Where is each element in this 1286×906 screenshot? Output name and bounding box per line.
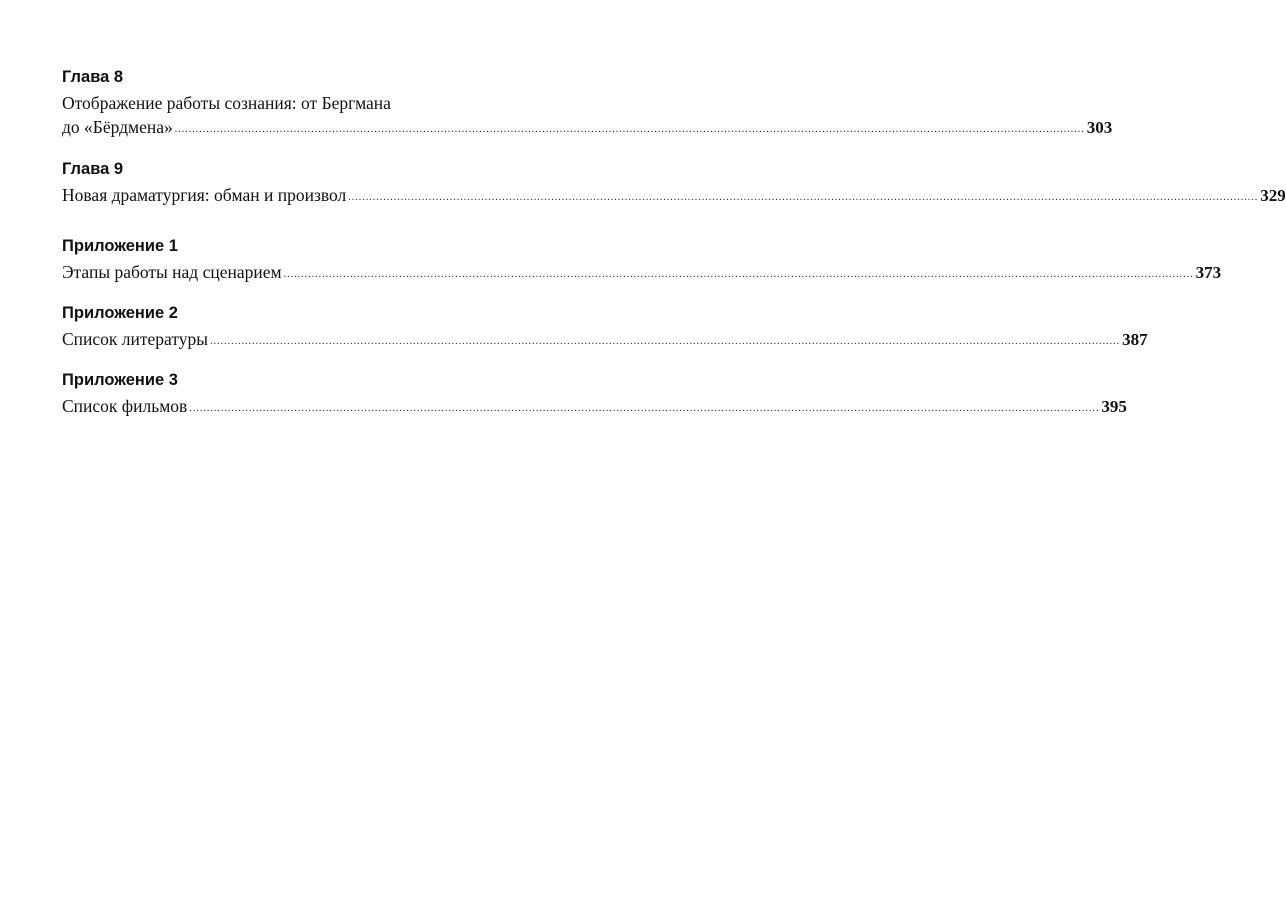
dot-leader: .................................................................................................................................................................................................................................................................... <box>210 336 1121 347</box>
table-of-contents <box>62 66 1286 418</box>
toc-page-number: 303 <box>1086 118 1113 137</box>
dot-leader: .................................................................................................................................................................................................................................................................... <box>189 403 1100 414</box>
toc-entry-title: Список фильмов <box>62 396 188 416</box>
toc-page-number: 373 <box>1195 263 1222 282</box>
toc-entry[interactable] <box>62 260 1222 284</box>
toc-heading: Приложение 3 <box>62 371 178 389</box>
dot-leader: .................................................................................................................................................................................................................................................................... <box>174 124 1085 135</box>
toc-entry[interactable] <box>62 183 1286 207</box>
toc-entry-title: Этапы работы над сценарием <box>62 262 282 282</box>
dot-leader: .................................................................................................................................................................................................................................................................... <box>348 192 1259 203</box>
toc-section-appendix-2 <box>62 302 1148 351</box>
toc-entry[interactable] <box>62 327 1148 351</box>
toc-entry[interactable] <box>62 394 1127 418</box>
toc-page-number: 387 <box>1122 330 1148 349</box>
toc-section-appendix-3 <box>62 369 1127 418</box>
toc-entry-title-line: Отображение работы сознания: от Бергмана <box>62 93 391 113</box>
toc-heading: Глава 9 <box>62 160 124 178</box>
dot-leader: .................................................................................................................................................................................................................................................................... <box>283 269 1194 280</box>
toc-section-chapter-8 <box>62 66 1113 139</box>
toc-entry[interactable] <box>62 115 1113 139</box>
toc-heading: Глава 8 <box>62 68 124 86</box>
toc-page-number: 395 <box>1101 397 1127 416</box>
toc-entry-title: Список литературы <box>62 329 209 349</box>
toc-heading: Приложение 2 <box>62 304 178 322</box>
toc-section-chapter-9 <box>62 158 1286 207</box>
toc-heading: Приложение 1 <box>62 237 178 255</box>
toc-page-number: 329 <box>1260 186 1286 205</box>
toc-entry-title: до «Бёрдмена» <box>62 117 173 137</box>
toc-section-appendix-1 <box>62 235 1222 284</box>
toc-entry-title: Новая драматургия: обман и произвол <box>62 185 347 205</box>
